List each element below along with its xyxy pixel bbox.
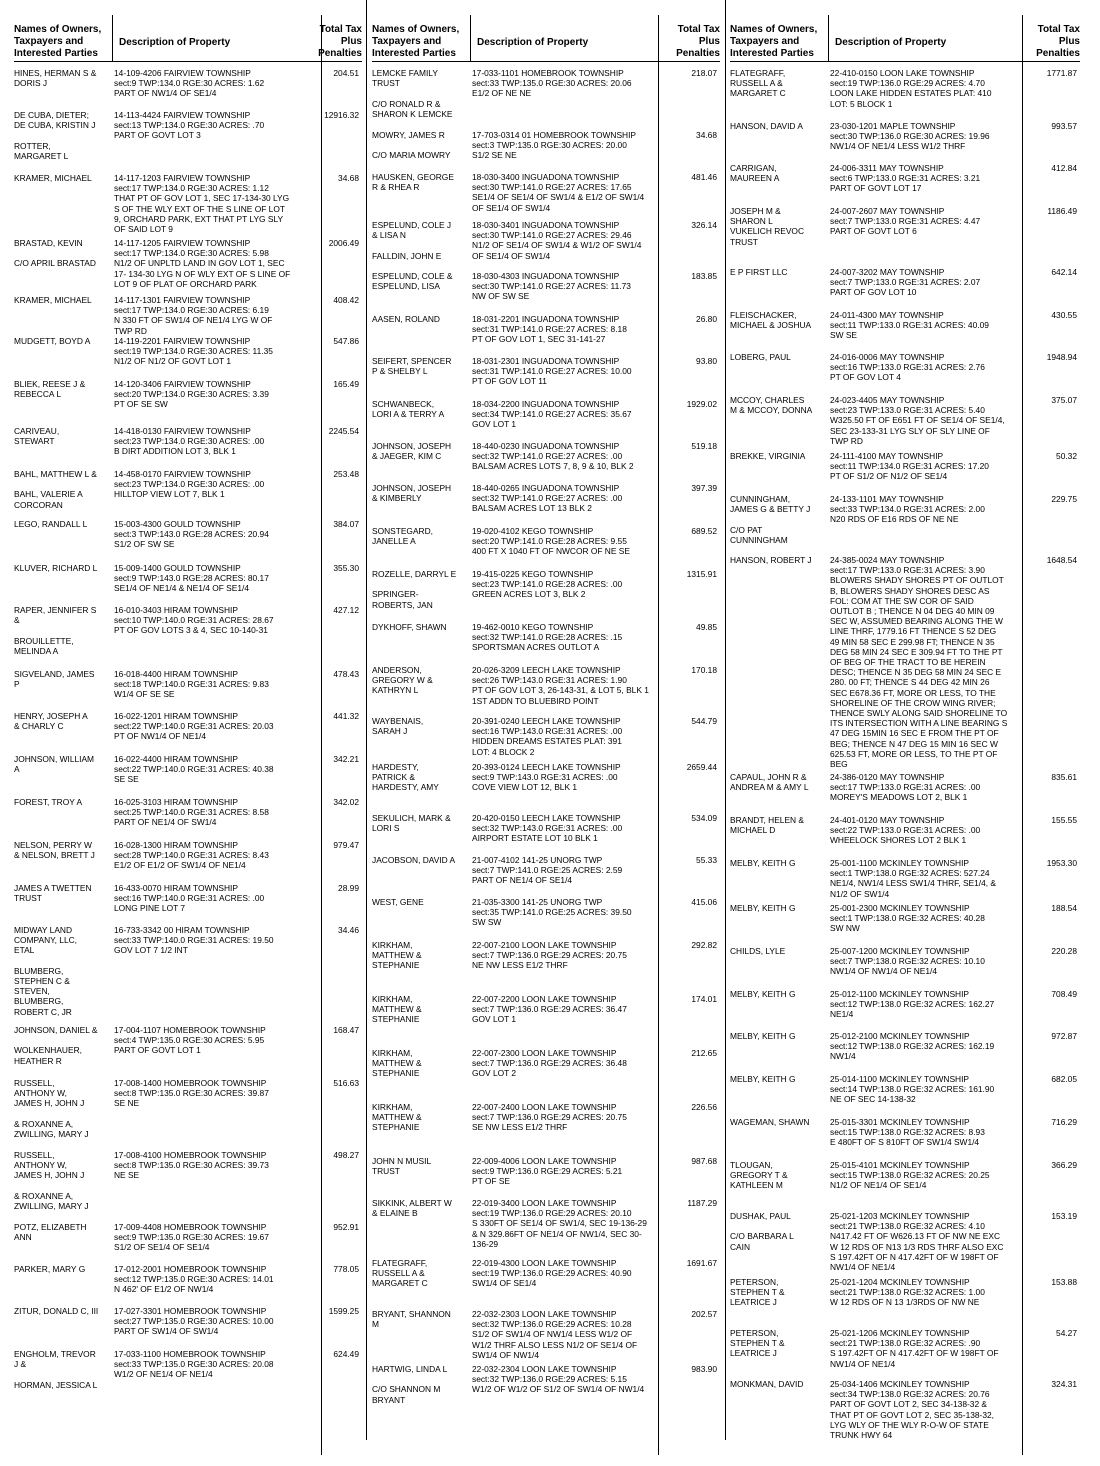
owner-name: ZITUR, DONALD C, III [14, 1306, 99, 1316]
property-description: 20-391-0240 LEECH LAKE TOWNSHIP sect:16 TWP:143.0 RGE:31 ACRES: .00 HIDDEN DREAMS ESTATES PLAT: 391 LOT: 4 BLOCK 2 [472, 716, 623, 757]
tax-amount: 204.51 [333, 68, 359, 78]
tax-amount: 153.19 [1051, 1211, 1077, 1221]
tax-amount: 1691.67 [686, 1258, 717, 1268]
tax-amount: 292.82 [691, 940, 717, 950]
owner-name: AASEN, ROLAND [372, 314, 440, 324]
property-description: 21-007-4102 141-25 UNORG TWP sect:7 TWP:141.0 RGE:25 ACRES: 2.59 PART OF NE1/4 OF SE1/4 [472, 855, 623, 886]
property-description: 22-019-3400 LOON LAKE TOWNSHIP sect:19 TWP:136.0 RGE:29 ACRES: 20.10 S 330FT OF SE1/4 OF SW1/4, SEC 19-136-29 & N 329.86FT OF NE1/4 OF NW1/4, SEC 30- 136-29 [472, 1198, 647, 1249]
header-description: Description of Property [835, 37, 947, 48]
tax-amount: 1187.29 [687, 1198, 717, 1208]
tax-amount: 54.27 [1056, 1328, 1077, 1338]
tax-amount: 1953.30 [1046, 858, 1077, 868]
owner-name: MELBY, KEITH G [730, 989, 796, 999]
tax-amount: 342.21 [333, 754, 359, 764]
column-2 [372, 15, 720, 1455]
tax-amount: 220.28 [1051, 946, 1077, 956]
owner-name: TLOUGAN, GREGORY T & KATHLEEN M [730, 1160, 788, 1191]
owner-name: FLEISCHACKER, MICHAEL & JOSHUA [730, 310, 812, 331]
owner-name: MELBY, KEITH G [730, 1031, 796, 1041]
tax-amount: 1948.94 [1046, 352, 1077, 362]
owner-name: HARTWIG, LINDA L C/O SHANNON M BRYANT [372, 1364, 448, 1405]
tax-amount: 49.85 [696, 622, 717, 632]
property-description: 21-035-3300 141-25 UNORG TWP sect:35 TWP:141.0 RGE:25 ACRES: 39.50 SW SW [472, 897, 632, 928]
owner-name: JOHNSON, JOSEPH & KIMBERLY [372, 483, 452, 504]
tax-amount: 983.90 [691, 1364, 717, 1374]
property-description: 16-733-3342 00 HIRAM TOWNSHIP sect:33 TWP:140.0 RGE:31 ACRES: 19.50 GOV LOT 7 1/2 INT [114, 925, 274, 956]
owner-name: SIGVELAND, JAMES P [14, 669, 95, 690]
tax-amount: 972.87 [1051, 1031, 1077, 1041]
property-description: 24-007-2607 MAY TOWNSHIP sect:7 TWP:133.0 RGE:31 ACRES: 4.47 PART OF GOVT LOT 6 [830, 206, 981, 237]
owner-name: HAUSKEN, GEORGE R & RHEA R [372, 172, 454, 193]
owner-name: JOHNSON, WILLIAM A [14, 754, 95, 775]
tax-amount: 430.55 [1051, 310, 1077, 320]
owner-name: BAHL, MATTHEW L & BAHL, VALERIE A CORCORAN [14, 469, 97, 510]
owner-name: KIRKHAM, MATTHEW & STEPHANIE [372, 1102, 422, 1133]
tax-amount: 153.88 [1051, 1277, 1077, 1287]
property-description: 18-030-3401 INGUADONA TOWNSHIP sect:30 TWP:141.0 RGE:27 ACRES: 29.46 N1/2 OF SE1/4 OF SW1/4 & W1/2 OF SW1/4 OF SE1/4 OF SW1/4 [472, 220, 642, 261]
property-description: 15-003-4300 GOULD TOWNSHIP sect:3 TWP:143.0 RGE:28 ACRES: 20.94 S1/2 OF SW SE [114, 519, 269, 550]
property-description: 24-401-0120 MAY TOWNSHIP sect:22 TWP:133.0 RGE:31 ACRES: .00 WHEELOCK SHORES LOT 2 BLK 1 [830, 815, 981, 846]
property-description: 22-019-4300 LOON LAKE TOWNSHIP sect:19 TWP:136.0 RGE:29 ACRES: 40.90 SW1/4 OF SE1/4 [472, 1258, 632, 1289]
property-description: 25-007-1200 MCKINLEY TOWNSHIP sect:7 TWP:138.0 RGE:32 ACRES: 10.10 NW1/4 OF NW1/4 OF NE1/4 [830, 946, 985, 977]
tax-amount: 174.01 [691, 994, 717, 1004]
property-description: 25-015-4101 MCKINLEY TOWNSHIP sect:15 TWP:138.0 RGE:32 ACRES: 20.25 N1/2 OF NE1/4 OF SE1/4 [830, 1160, 990, 1191]
property-description: 25-021-1203 MCKINLEY TOWNSHIP sect:21 TWP:138.0 RGE:32 ACRES: 4.10 N417.42 FT OF W626.13 FT OF NW NE EXC W 12 RDS OF N13 1/3 RDS THRF ALSO EXC S 197.42FT OF N 417.42FT OF W 198FT OF NW1/4 OF NE1/4 [830, 1211, 1004, 1273]
tax-amount: 55.33 [696, 855, 717, 865]
property-description: 14-117-1205 FAIRVIEW TOWNSHIP sect:17 TWP:134.0 RGE:30 ACRES: 5.98 N1/2 OF UNPLTD LAND IN GOV LOT 1, SEC 17- 134-30 LYG N OF WLY EXT OF S LINE OF LOT 9 OF PLAT OF ORCHARD PARK [114, 238, 291, 289]
column-header [730, 15, 1080, 62]
property-description: 24-007-3202 MAY TOWNSHIP sect:7 TWP:133.0 RGE:31 ACRES: 2.07 PART OF GOV LOT 10 [830, 267, 981, 298]
column-divider [366, 0, 367, 1440]
property-description: 17-703-0314 01 HOMEBROOK TOWNSHIP sect:3 TWP:135.0 RGE:30 ACRES: 20.00 S1/2 SE NE [472, 130, 636, 161]
header-tax: Total Tax Plus Penalties [1036, 24, 1080, 59]
owner-name: LEMCKE FAMILY TRUST C/O RONALD R & SHARON K LEMCKE [372, 68, 453, 119]
owner-name: PETERSON, STEPHEN T & LEATRICE J [730, 1277, 785, 1308]
owner-name: MOWRY, JAMES R C/O MARIA MOWRY [372, 130, 451, 161]
property-description: 17-008-1400 HOMEBROOK TOWNSHIP sect:8 TWP:135.0 RGE:30 ACRES: 39.87 SE NE [114, 1078, 269, 1109]
property-description: 16-433-0070 HIRAM TOWNSHIP sect:16 TWP:140.0 RGE:31 ACRES: .00 LONG PINE LOT 7 [114, 883, 265, 914]
property-description: 22-007-2300 LOON LAKE TOWNSHIP sect:7 TWP:136.0 RGE:29 ACRES: 36.48 GOV LOT 2 [472, 1048, 627, 1079]
owner-name: WEST, GENE [372, 897, 424, 907]
header-divider [828, 15, 829, 61]
tax-amount: 544.79 [691, 716, 717, 726]
owner-name: DYKHOFF, SHAWN [372, 622, 447, 632]
tax-amount: 412.84 [1051, 163, 1077, 173]
property-description: 17-012-2001 HOMEBROOK TOWNSHIP sect:12 TWP:135.0 RGE:30 ACRES: 14.01 N 462' OF E1/2 OF NW1/4 [114, 1264, 274, 1295]
owner-name: KIRKHAM, MATTHEW & STEPHANIE [372, 940, 422, 971]
tax-amount: 342.02 [333, 797, 359, 807]
tax-amount: 952.91 [333, 1222, 359, 1232]
tax-amount: 987.68 [691, 1156, 717, 1166]
property-description: 18-031-2201 INGUADONA TOWNSHIP sect:31 TWP:141.0 RGE:27 ACRES: 8.18 PT OF GOV LOT 1, SEC 31-141-27 [472, 314, 627, 345]
owner-name: MONKMAN, DAVID [730, 1379, 804, 1389]
tax-amount: 516.63 [333, 1078, 359, 1088]
property-description: 22-410-0150 LOON LAKE TOWNSHIP sect:19 TWP:136.0 RGE:29 ACRES: 4.70 LOON LAKE HIDDEN ESTATES PLAT: 410 LOT: 5 BLOCK 1 [830, 68, 992, 109]
property-description: 16-022-4400 HIRAM TOWNSHIP sect:22 TWP:140.0 RGE:31 ACRES: 40.38 SE SE [114, 754, 274, 785]
tax-amount: 478.43 [333, 669, 359, 679]
property-description: 18-440-0265 INGUADONA TOWNSHIP sect:32 TWP:141.0 RGE:27 ACRES: .00 BALSAM ACRES LOT 13 BLK 2 [472, 483, 623, 514]
header-owner: Names of Owners, Taxpayers and Interested Parties [14, 24, 102, 59]
property-description: 24-111-4100 MAY TOWNSHIP sect:11 TWP:134.0 RGE:31 ACRES: 17.20 PT OF S1/2 OF N1/2 OF SE1/4 [830, 451, 989, 482]
header-divider [470, 15, 471, 61]
property-description: 19-462-0010 KEGO TOWNSHIP sect:32 TWP:141.0 RGE:28 ACRES: .15 SPORTSMAN ACRES OUTLOT A [472, 622, 623, 653]
column-divider [725, 0, 726, 1440]
owner-name: WAGEMAN, SHAWN [730, 1117, 810, 1127]
owner-name: BREKKE, VIRGINIA [730, 451, 806, 461]
property-description: 20-393-0124 LEECH LAKE TOWNSHIP sect:9 TWP:143.0 RGE:31 ACRES: .00 COVE VIEW LOT 12, BLK 1 [472, 762, 621, 793]
tax-amount: 519.18 [691, 441, 717, 451]
tax-amount: 408.42 [333, 295, 359, 305]
property-description: 22-007-2400 LOON LAKE TOWNSHIP sect:7 TWP:136.0 RGE:29 ACRES: 20.75 SE NW LESS E1/2 THRF [472, 1102, 627, 1133]
property-description: 20-026-3209 LEECH LAKE TOWNSHIP sect:26 TWP:143.0 RGE:31 ACRES: 1.90 PT OF GOV LOT 3, 26-143-31, & LOT 5, BLK 1 1ST ADDN TO BLUEBIRD POINT [472, 665, 649, 706]
tax-amount: 2245.54 [328, 426, 359, 436]
owner-name: E P FIRST LLC [730, 267, 788, 277]
header-tax: Total Tax Plus Penalties [318, 24, 362, 59]
tax-amount: 170.18 [691, 665, 717, 675]
owner-name: MELBY, KEITH G [730, 858, 796, 868]
owner-name: CHILDS, LYLE [730, 946, 786, 956]
tax-amount: 183.85 [691, 271, 717, 281]
column-3 [730, 15, 1080, 1455]
owner-name: KIRKHAM, MATTHEW & STEPHANIE [372, 1048, 422, 1079]
tax-amount: 50.32 [1056, 451, 1077, 461]
owner-name: KRAMER, MICHAEL [14, 173, 92, 183]
property-description: 18-030-4303 INGUADONA TOWNSHIP sect:30 TWP:141.0 RGE:27 ACRES: 11.73 NW OF SW SE [472, 271, 631, 302]
tax-amount: 93.80 [696, 356, 717, 366]
property-description: 25-001-2300 MCKINLEY TOWNSHIP sect:1 TWP:138.0 RGE:32 ACRES: 40.28 SW NW [830, 903, 985, 934]
tax-amount: 427.12 [333, 605, 359, 615]
owner-name: SIKKINK, ALBERT W & ELAINE B [372, 1198, 452, 1219]
tax-amount: 441.32 [333, 711, 359, 721]
tax-amount: 375.07 [1051, 395, 1077, 405]
owner-name: JOHN N MUSIL TRUST [372, 1156, 432, 1177]
owner-name: RUSSELL, ANTHONY W, JAMES H, JOHN J & ROXANNE A, ZWILLING, MARY J [14, 1078, 89, 1140]
tax-amount: 1186.49 [1047, 206, 1077, 216]
property-description: 24-385-0024 MAY TOWNSHIP sect:17 TWP:133.0 RGE:31 ACRES: 3.90 BLOWERS SHADY SHORES PT OF OUTLOT B, BLOWERS SHADY SHORES DESC AS FOL: COM AT THE SW COR OF SAID OUTLOT B ; THENCE N 04 DEG 40 MIN 09 SEC W, ASSUMED BEARING ALONG THE W LINE THRF, 1779.16 FT THENCE S 52 DEG 49 MIN 58 SEC E 299.98 FT; THENCE N 35 DEG 58 MIN 24 SEC E 309.94 FT TO THE PT OF BEG OF THE TRACT TO BE HEREIN DESC; THENCE N 35 DEG 58 MIN 24 SEC E 280. 00 FT; THENCE S 44 DEG 42 MIN 26 SEC E678.36 FT, MORE OR LESS, TO THE SHORELINE OF THE CROW WING RIVER; THENCE SWLY ALONG SAID SHORELINE TO ITS INTERSECTION WITH A LINE BEARING S 47 DEG 15MIN 16 SEC E FROM THE PT OF BEG; THENCE N 47 DEG 15 MIN 16 SEC W 625.53 FT, MORE OR LESS, TO THE PT OF BEG [830, 555, 1008, 770]
tax-amount: 212.65 [691, 1048, 717, 1058]
owner-name: ESPELUND, COLE J & LISA N FALLDIN, JOHN E [372, 220, 452, 261]
owner-name: DUSHAK, PAUL C/O BARBARA L CAIN [730, 1211, 794, 1252]
property-description: 23-030-1201 MAPLE TOWNSHIP sect:30 TWP:136.0 RGE:30 ACRES: 19.96 NW1/4 OF NE1/4 LESS W1/2 THRF [830, 121, 990, 152]
property-description: 14-119-2201 FAIRVIEW TOWNSHIP sect:19 TWP:134.0 RGE:30 ACRES: 11.35 N1/2 OF N1/2 OF GOVT LOT 1 [114, 336, 273, 367]
owner-name: RAPER, JENNIFER S & BROUILLETTE, MELINDA A [14, 605, 97, 656]
owner-name: MUDGETT, BOYD A [14, 336, 91, 346]
owner-name: LEGO, RANDALL L [14, 519, 88, 529]
tax-amount: 2659.44 [686, 762, 717, 772]
owner-name: HINES, HERMAN S & DORIS J [14, 68, 97, 89]
tax-amount: 202.57 [691, 1309, 717, 1319]
owner-name: MELBY, KEITH G [730, 1074, 796, 1084]
owner-name: FOREST, TROY A [14, 797, 83, 807]
owner-name: CAPAUL, JOHN R & ANDREA M & AMY L [730, 772, 809, 793]
tax-amount: 397.39 [691, 483, 717, 493]
property-description: 25-015-3301 MCKINLEY TOWNSHIP sect:15 TWP:138.0 RGE:32 ACRES: 8.93 E 480FT OF S 810FT OF SW1/4 SW1/4 [830, 1117, 985, 1148]
property-description: 14-113-4424 FAIRVIEW TOWNSHIP sect:13 TWP:134.0 RGE:30 ACRES: .70 PART OF GOVT LOT 3 [114, 110, 265, 141]
tax-amount: 253.48 [333, 469, 359, 479]
property-description: 16-022-1201 HIRAM TOWNSHIP sect:22 TWP:140.0 RGE:31 ACRES: 20.03 PT OF NW1/4 OF NE1/4 [114, 711, 274, 742]
owner-name: JACOBSON, DAVID A [372, 855, 456, 865]
tax-amount: 993.57 [1051, 121, 1077, 131]
property-description: 24-023-4405 MAY TOWNSHIP sect:23 TWP:133.0 RGE:31 ACRES: 5.40 W325.50 FT OF E651 FT OF SE1/4 OF SE1/4, SEC 23-133-31 LYG SLY OF SLY LINE OF TWP RD [830, 395, 1005, 446]
owner-name: CARRIGAN, MAUREEN A [730, 163, 780, 184]
tax-amount: 384.07 [333, 519, 359, 529]
property-description: 19-415-0225 KEGO TOWNSHIP sect:23 TWP:141.0 RGE:28 ACRES: .00 GREEN ACRES LOT 3, BLK 2 [472, 569, 623, 600]
property-description: 17-004-1107 HOMEBROOK TOWNSHIP sect:4 TWP:135.0 RGE:30 ACRES: 5.95 PART OF GOVT LOT 1 [114, 1025, 266, 1056]
property-description: 19-020-4102 KEGO TOWNSHIP sect:20 TWP:141.0 RGE:28 ACRES: 9.55 400 FT X 1040 FT OF NWCOR OF NE SE [472, 526, 630, 557]
owner-name: ENGHOLM, TREVOR J & HORMAN, JESSICA L [14, 1349, 98, 1390]
property-description: 25-021-1204 MCKINLEY TOWNSHIP sect:21 TWP:138.0 RGE:32 ACRES: 1.00 W 12 RDS OF N 13 1/3RDS OF NW NE [830, 1277, 985, 1308]
tax-amount: 1648.54 [1046, 555, 1077, 565]
tax-amount: 1315.91 [686, 569, 717, 579]
owner-name: KRAMER, MICHAEL [14, 295, 92, 305]
header-description: Description of Property [477, 37, 589, 48]
tax-amount: 229.75 [1051, 494, 1077, 504]
header-divider [112, 15, 113, 61]
tax-amount: 534.09 [691, 813, 717, 823]
property-description: 18-440-0230 INGUADONA TOWNSHIP sect:32 TWP:141.0 RGE:27 ACRES: .00 BALSAM ACRES LOTS 7, 8, 9 & 10, BLK 2 [472, 441, 634, 472]
property-description: 22-032-2303 LOON LAKE TOWNSHIP sect:32 TWP:136.0 RGE:29 ACRES: 10.28 S1/2 OF SW1/4 OF NW1/4 LESS W1/2 OF W1/2 THRF ALSO LESS N1/2 OF SE1/4 OF SW1/4 OF NW1/4 [472, 1309, 638, 1360]
property-description: 20-420-0150 LEECH LAKE TOWNSHIP sect:32 TWP:143.0 RGE:31 ACRES: .00 AIRPORT ESTATE LOT 10 BLK 1 [472, 813, 623, 844]
property-description: 17-033-1101 HOMEBROOK TOWNSHIP sect:33 TWP:135.0 RGE:30 ACRES: 20.06 E1/2 OF NE NE [472, 68, 632, 99]
owner-name: BRANDT, HELEN & MICHAEL D [730, 815, 804, 836]
owner-name: HARDESTY, PATRICK & HARDESTY, AMY [372, 762, 439, 793]
property-description: 24-386-0120 MAY TOWNSHIP sect:17 TWP:133.0 RGE:31 ACRES: .00 MOREY'S MEADOWS LOT 2, BLK 1 [830, 772, 981, 803]
tax-amount: 642.14 [1051, 267, 1077, 277]
tax-amount: 682.05 [1051, 1074, 1077, 1084]
tax-amount: 34.46 [338, 925, 359, 935]
owner-name: JOHNSON, DANIEL & WOLKENHAUER, HEATHER R [14, 1025, 98, 1066]
owner-name: KIRKHAM, MATTHEW & STEPHANIE [372, 994, 422, 1025]
property-description: 18-034-2200 INGUADONA TOWNSHIP sect:34 TWP:141.0 RGE:27 ACRES: 35.67 GOV LOT 1 [472, 399, 632, 430]
tax-amount: 1771.87 [1046, 68, 1077, 78]
tax-amount: 778.05 [333, 1264, 359, 1274]
property-description: 24-011-4300 MAY TOWNSHIP sect:11 TWP:133.0 RGE:31 ACRES: 40.09 SW SE [830, 310, 989, 341]
property-description: 14-458-0170 FAIRVIEW TOWNSHIP sect:23 TWP:134.0 RGE:30 ACRES: .00 HILLTOP VIEW LOT 7, BLK 1 [114, 469, 265, 500]
tax-amount: 12916.32 [324, 110, 359, 120]
property-description: 18-031-2301 INGUADONA TOWNSHIP sect:31 TWP:141.0 RGE:27 ACRES: 10.00 PT OF GOV LOT 11 [472, 356, 632, 387]
property-description: 24-006-3311 MAY TOWNSHIP sect:6 TWP:133.0 RGE:31 ACRES: 3.21 PART OF GOVT LOT 17 [830, 163, 981, 194]
property-description: 16-018-4400 HIRAM TOWNSHIP sect:18 TWP:140.0 RGE:31 ACRES: 9.83 W1/4 OF SE SE [114, 669, 269, 700]
tax-amount: 188.54 [1051, 903, 1077, 913]
owner-name: BRYANT, SHANNON M [372, 1309, 451, 1330]
owner-name: RUSSELL, ANTHONY W, JAMES H, JOHN J & ROXANNE A, ZWILLING, MARY J [14, 1150, 89, 1212]
property-description: 15-009-1400 GOULD TOWNSHIP sect:9 TWP:143.0 RGE:28 ACRES: 80.17 SE1/4 OF NE1/4 & NE1/4 OF SE1/4 [114, 563, 269, 594]
owner-name: BRASTAD, KEVIN C/O APRIL BRASTAD [14, 238, 96, 269]
tax-amount: 324.31 [1051, 1379, 1077, 1389]
tax-amount: 1929.02 [686, 399, 717, 409]
property-description: 25-012-2100 MCKINLEY TOWNSHIP sect:12 TWP:138.0 RGE:32 ACRES: 162.19 NW1/4 [830, 1031, 995, 1062]
tax-amount: 34.68 [696, 130, 717, 140]
property-description: 22-007-2200 LOON LAKE TOWNSHIP sect:7 TWP:136.0 RGE:29 ACRES: 36.47 GOV LOT 1 [472, 994, 627, 1025]
owner-name: JOSEPH M & SHARON L VUKELICH REVOC TRUST [730, 206, 804, 247]
property-description: 25-021-1206 MCKINLEY TOWNSHIP sect:21 TWP:138.0 RGE:32 ACRES: .90 S 197.42FT OF N 417.42FT OF W 198FT OF NW1/4 OF NE1/4 [830, 1328, 999, 1369]
tax-amount: 835.61 [1051, 772, 1077, 782]
tax-amount: 355.30 [333, 563, 359, 573]
tax-divider [321, 15, 322, 1455]
owner-name: PETERSON, STEPHEN T & LEATRICE J [730, 1328, 785, 1359]
tax-amount: 155.55 [1051, 815, 1077, 825]
property-description: 24-016-0006 MAY TOWNSHIP sect:16 TWP:133.0 RGE:31 ACRES: 2.76 PT OF GOV LOT 4 [830, 352, 985, 383]
owner-name: SCHWANBECK, LORI A & TERRY A [372, 399, 445, 420]
tax-amount: 547.86 [333, 336, 359, 346]
tax-amount: 34.68 [338, 173, 359, 183]
owner-name: WAYBENAIS, SARAH J [372, 716, 424, 737]
property-description: 18-030-3400 INGUADONA TOWNSHIP sect:30 TWP:141.0 RGE:27 ACRES: 17.65 SE1/4 OF SE1/4 OF SW1/4 & E1/2 OF SW1/4 OF SE1/4 OF SW1/4 [472, 172, 645, 213]
tax-amount: 165.49 [333, 379, 359, 389]
owner-name: CUNNINGHAM, JAMES G & BETTY J C/O PAT CUNNINGHAM [730, 494, 811, 545]
property-description: 25-001-1100 MCKINLEY TOWNSHIP sect:1 TWP:138.0 RGE:32 ACRES: 527.24 NE1/4, NW1/4 LESS SW1/4 THRF, SE1/4, & N1/2 OF SW1/4 [830, 858, 997, 899]
owner-name: ESPELUND, COLE & ESPELUND, LISA [372, 271, 453, 292]
property-description: 25-034-1406 MCKINLEY TOWNSHIP sect:34 TWP:138.0 RGE:32 ACRES: 20.76 PART OF GOVT LOT 2, SEC 34-138-32 & THAT PT OF GOVT LOT 2, SEC 35-138-32, LYG WLY OF THE WLY R-O-W OF STATE TRUNK HWY 64 [830, 1379, 994, 1441]
tax-amount: 168.47 [333, 1025, 359, 1035]
property-description: 16-025-3103 HIRAM TOWNSHIP sect:25 TWP:140.0 RGE:31 ACRES: 8.58 PART OF NE1/4 OF SW1/4 [114, 797, 269, 828]
column-header [372, 15, 720, 62]
owner-name: FLATEGRAFF, RUSSELL A & MARGARET C [730, 68, 786, 99]
property-description: 22-009-4006 LOON LAKE TOWNSHIP sect:9 TWP:136.0 RGE:29 ACRES: 5.21 PT OF SE [472, 1156, 623, 1187]
owner-name: CARIVEAU, STEWART [14, 426, 60, 447]
owner-name: ROZELLE, DARRYL E SPRINGER- ROBERTS, JAN [372, 569, 457, 610]
tax-amount: 226.56 [691, 1102, 717, 1112]
owner-name: SEIFERT, SPENCER P & SHELBY L [372, 356, 452, 377]
tax-amount: 26.80 [696, 314, 717, 324]
tax-amount: 624.49 [333, 1349, 359, 1359]
owner-name: HANSON, ROBERT J [730, 555, 812, 565]
property-description: 17-009-4408 HOMEBROOK TOWNSHIP sect:9 TWP:135.0 RGE:30 ACRES: 19.67 S1/2 OF SE1/4 OF SE1/4 [114, 1222, 269, 1253]
owner-name: JOHNSON, JOSEPH & JAEGER, KIM C [372, 441, 452, 462]
property-description: 17-027-3301 HOMEBROOK TOWNSHIP sect:27 TWP:135.0 RGE:30 ACRES: 10.00 PART OF SW1/4 OF SW1/4 [114, 1306, 274, 1337]
property-description: 16-028-1300 HIRAM TOWNSHIP sect:28 TWP:140.0 RGE:31 ACRES: 8.43 E1/2 OF E1/2 OF SW1/4 OF NE1/4 [114, 840, 269, 871]
tax-amount: 708.49 [1051, 989, 1077, 999]
header-owner: Names of Owners, Taxpayers and Interested Parties [372, 24, 460, 59]
tax-amount: 326.14 [691, 220, 717, 230]
owner-name: ANDERSON, GREGORY W & KATHRYN L [372, 665, 433, 696]
owner-name: PARKER, MARY G [14, 1264, 86, 1274]
property-description: 16-010-3403 HIRAM TOWNSHIP sect:10 TWP:140.0 RGE:31 ACRES: 28.67 PT OF GOV LOTS 3 & 4, SEC 10-140-31 [114, 605, 274, 636]
property-description: 24-133-1101 MAY TOWNSHIP sect:33 TWP:134.0 RGE:31 ACRES: 2.00 N20 RDS OF E16 RDS OF NE NE [830, 494, 985, 525]
owner-name: MELBY, KEITH G [730, 903, 796, 913]
owner-name: MIDWAY LAND COMPANY, LLC, ETAL BLUMBERG, STEPHEN C & STEVEN, BLUMBERG, ROBERT C, JR [14, 925, 77, 1017]
tax-amount: 1599.25 [328, 1306, 359, 1316]
owner-name: NELSON, PERRY W & NELSON, BRETT J [14, 840, 95, 861]
owner-name: DE CUBA, DIETER; DE CUBA, KRISTIN J ROTTER, MARGARET L [14, 110, 96, 161]
tax-amount: 218.07 [691, 68, 717, 78]
header-description: Description of Property [119, 37, 231, 48]
tax-amount: 481.46 [691, 172, 717, 182]
property-description: 14-418-0130 FAIRVIEW TOWNSHIP sect:23 TWP:134.0 RGE:30 ACRES: .00 B DIRT ADDITION LOT 3, BLK 1 [114, 426, 265, 457]
tax-amount: 979.47 [333, 840, 359, 850]
property-description: 25-012-1100 MCKINLEY TOWNSHIP sect:12 TWP:138.0 RGE:32 ACRES: 162.27 NE1/4 [830, 989, 995, 1020]
tax-amount: 2006.49 [328, 238, 359, 248]
property-description: 14-109-4206 FAIRVIEW TOWNSHIP sect:9 TWP:134.0 RGE:30 ACRES: 1.62 PART OF NW1/4 OF SE1/4 [114, 68, 265, 99]
owner-name: SONSTEGARD, JANELLE A [372, 526, 433, 547]
owner-name: FLATEGRAFF, RUSSELL A & MARGARET C [372, 1258, 428, 1289]
property-description: 17-008-4100 HOMEBROOK TOWNSHIP sect:8 TWP:135.0 RGE:30 ACRES: 39.73 NE SE [114, 1150, 269, 1181]
owner-name: JAMES A TWETTEN TRUST [14, 883, 92, 904]
property-description: 14-120-3406 FAIRVIEW TOWNSHIP sect:20 TWP:134.0 RGE:30 ACRES: 3.39 PT OF SE SW [114, 379, 269, 410]
property-description: 17-033-1100 HOMEBROOK TOWNSHIP sect:33 TWP:135.0 RGE:30 ACRES: 20.08 W1/2 OF NE1/4 OF NE1/4 [114, 1349, 274, 1380]
property-description: 14-117-1203 FAIRVIEW TOWNSHIP sect:17 TWP:134.0 RGE:30 ACRES: 1.12 THAT PT OF GOV LOT 1, SEC 17-134-30 LYG S OF THE WLY EXT OF THE S LINE OF LOT 9, ORCHARD PARK, EXT THAT PT LYG SLY OF SAID LOT 9 [114, 173, 290, 235]
owner-name: KLUVER, RICHARD L [14, 563, 98, 573]
tax-amount: 689.52 [691, 526, 717, 536]
owner-name: BLIEK, REESE J & REBECCA L [14, 379, 86, 400]
owner-name: SEKULICH, MARK & LORI S [372, 813, 451, 834]
column-header [14, 15, 362, 62]
property-description: 14-117-1301 FAIRVIEW TOWNSHIP sect:17 TWP:134.0 RGE:30 ACRES: 6.19 N 330 FT OF SW1/4 OF NE1/4 LYG W OF TWP RD [114, 295, 273, 336]
tax-amount: 415.06 [691, 897, 717, 907]
tax-amount: 716.29 [1051, 1117, 1077, 1127]
header-owner: Names of Owners, Taxpayers and Interested Parties [730, 24, 818, 59]
owner-name: MCCOY, CHARLES M & MCCOY, DONNA [730, 395, 813, 416]
owner-name: POTZ, ELIZABETH ANN [14, 1222, 87, 1243]
header-tax: Total Tax Plus Penalties [676, 24, 720, 59]
owner-name: HENRY, JOSEPH A & CHARLY C [14, 711, 88, 732]
property-description: 22-007-2100 LOON LAKE TOWNSHIP sect:7 TWP:136.0 RGE:29 ACRES: 20.75 NE NW LESS E1/2 THRF [472, 940, 627, 971]
owner-name: LOBERG, PAUL [730, 352, 791, 362]
property-description: 25-014-1100 MCKINLEY TOWNSHIP sect:14 TWP:138.0 RGE:32 ACRES: 161.90 NE OF SEC 14-138-32 [830, 1074, 995, 1105]
column-1 [14, 15, 362, 1455]
tax-amount: 366.29 [1051, 1160, 1077, 1170]
owner-name: HANSON, DAVID A [730, 121, 803, 131]
property-description: 22-032-2304 LOON LAKE TOWNSHIP sect:32 TWP:136.0 RGE:29 ACRES: 5.15 W1/2 OF W1/2 OF S1/2 OF SW1/4 OF NW1/4 [472, 1364, 645, 1395]
tax-amount: 28.99 [338, 883, 359, 893]
tax-amount: 498.27 [333, 1150, 359, 1160]
